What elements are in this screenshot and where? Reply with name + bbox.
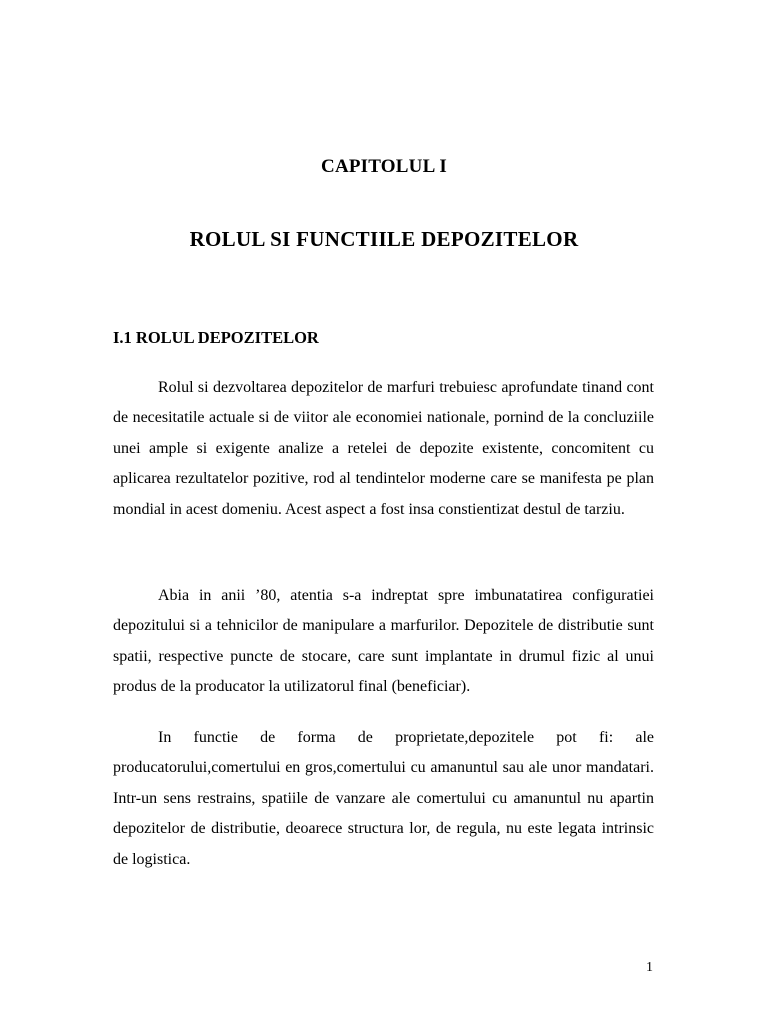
paragraph: Abia in anii ’80, atentia s-a indreptat spre imbunatatirea configuratiei depozitului si a tehnicilor de manipulare a marfurilor. Depozitele de distributie sunt spatii, respective puncte de stocare, care sunt implantate in drumul fizic al unui produs de la producator la utilizatorul final (beneficiar). [113, 587, 654, 696]
paragraph: Rolul si dezvoltarea depozitelor de marfuri trebuiesc aprofundate tinand cont de necesitatile actuale si de viitor ale economiei nationale, pornind de la concluziile unei ample si exigente analize a retelei de depozite existente, concomitent cu aplicarea rezultatelor pozitive, rod al tendintelor moderne care se manifesta pe plan mondial in acest domeniu. Acest aspect a fost insa constientizat destul de tarziu. [113, 379, 654, 518]
chapter-heading: CAPITOLUL I [321, 156, 447, 177]
chapter-title: ROLUL SI FUNCTIILE DEPOZITELOR [189, 227, 579, 251]
paragraph: In functie de forma de proprietate,depozitele pot fi: ale producatorului,comertului en gros,comertului cu amanuntul sau ale unor mandatari. Intr-un sens restrains, spatiile de vanzare ale comertului cu amanuntul nu apartin depozitelor de distributie, deoarece structura lor, de regula, nu este legata intrinsic de logistica. [113, 729, 654, 868]
page-number: 1 [646, 960, 653, 975]
section-heading: I.1 ROLUL DEPOZITELOR [113, 328, 319, 347]
